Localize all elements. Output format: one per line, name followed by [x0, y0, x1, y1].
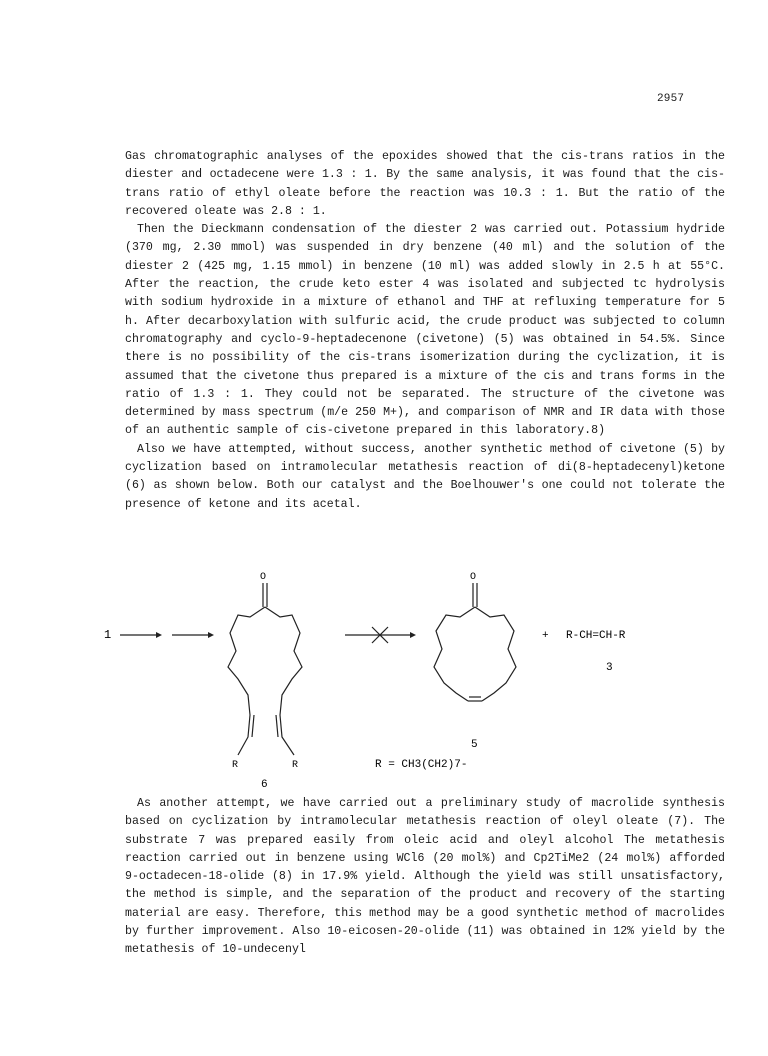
paragraph-4: As another attempt, we have carried out a preliminary study of macrolide synthesis based on cyclization by intramolecular metathesis reaction of oleyl oleate (7). The substrate 7 was prepared easily from oleic acid and oleyl alcohol The metathesis reaction carried out in benzene using WCl6 (20 mol%) and Cp2TiMe2 (24 mol%) afforded 9-octadecen-18-olide (8) in 17.9% yield. Although the yield was still unsatisfactory, the method is simple, and the separation of the product and recovery of the starting material are easy. Therefore, this method may be a good synthetic method of macrolides by further improvement. Also 10-eicosen-20-olide (11) was obtained in 12% yield by the metathesis of 10-undecenyl: [125, 797, 725, 957]
byproduct-formula: R-CH=CH-R: [566, 630, 626, 642]
paragraph-2: Then the Dieckmann condensation of the diester 2 was carried out. Potassium hydride (370 mg, 2.30 mmol) was suspended in dry benzene (40 ml) and the solution of the diester 2 (425 mg, 1.15 mmol) in benzene (10 ml) was added slowly in 2.5 h at 55°C. After the reaction, the crude keto ester 4 was isolated and subjected tc hydrolysis with sodium hydroxide in a mixture of ethanol and THF at refluxing temperature for 5 h. After decarboxylation with sulfuric acid, the crude product was subjected to column chromatography and cyclo-9-heptadecenone (civetone) (5) was obtained in 54.5%. Since there is no possibility of the cis-trans isomerization during the cyclization, it is assumed that the civetone thus prepared is a mixture of the cis and trans forms in the ratio of 1.3 : 1. They could not be separated. The structure of the civetone was determined by mass spectrum (m/e 250 M+), and comparison of NMR and IR data with those of an authentic sample of cis-civetone prepared in this laboratory.8): [125, 223, 725, 438]
reaction-scheme: [90, 565, 730, 790]
page-number: 2957: [657, 93, 685, 105]
r-definition: R = CH3(CH2)7-: [375, 759, 468, 771]
blocked-arrow-head: [410, 632, 416, 638]
r-group-right: R: [292, 760, 299, 771]
r-group-left: R: [232, 760, 239, 771]
arrow-2-head: [208, 632, 214, 638]
paragraph-3: Also we have attempted, without success, another synthetic method of civetone (5) by cyclization based on intramolecular metathesis reaction of di(8-heptadecenyl)ketone (6) as shown below. Both our catalyst and the Boelhouwer's one could not tolerate the presence of ketone and its acetal.: [125, 442, 725, 511]
reaction-scheme-svg: [90, 565, 730, 790]
compound-5-structure: [434, 583, 516, 701]
compound-3-label: 3: [606, 662, 613, 674]
plus-sign: +: [542, 630, 549, 642]
arrow-1-head: [156, 632, 162, 638]
body-text-upper: [125, 148, 725, 514]
compound-6-structure: [228, 583, 302, 755]
compound-5-label: 5: [471, 739, 478, 751]
body-text-lower: [125, 795, 725, 960]
start-compound-label: 1: [104, 628, 112, 642]
paragraph-1: Gas chromatographic analyses of the epoxides showed that the cis-trans ratios in the diester and octadecene were 1.3 : 1. By the same analysis, it was found that the cis-trans ratio of ethyl oleate before the reaction was 10.3 : 1. But the ratio of the recovered oleate was 2.8 : 1.: [125, 150, 725, 218]
compound-6-label: 6: [261, 779, 268, 790]
ketone-oxygen-5: O: [470, 572, 477, 583]
ketone-oxygen-6: O: [260, 572, 267, 583]
